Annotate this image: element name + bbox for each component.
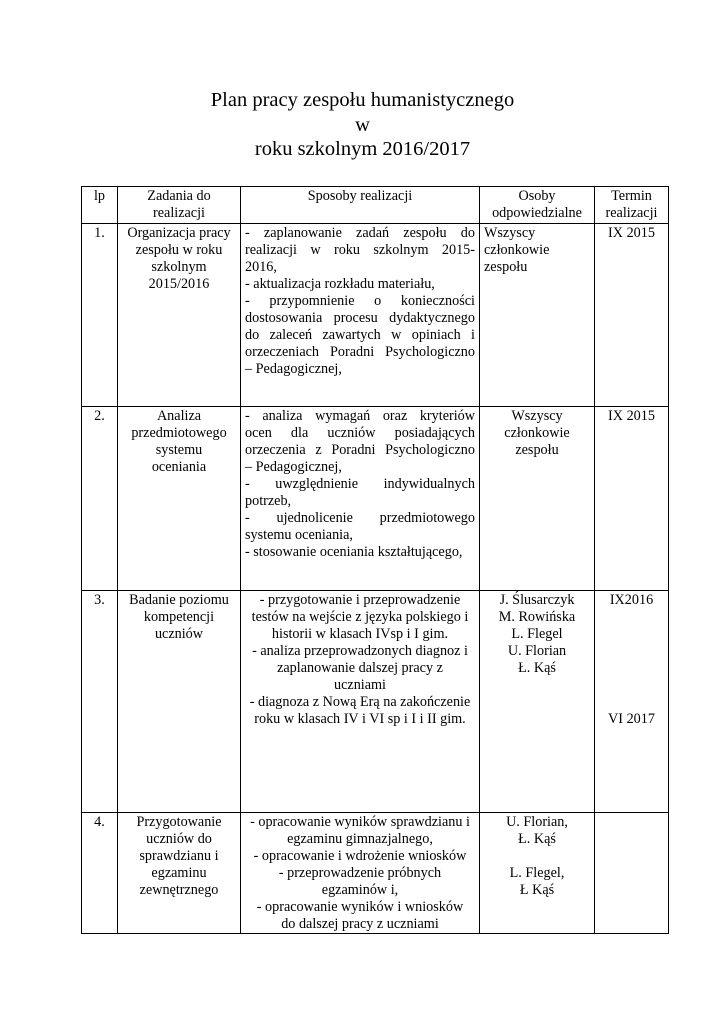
header-lp: lp	[82, 187, 118, 224]
cell-termin: IX 2015	[595, 224, 669, 407]
cell-zadania: Analiza przedmiotowego systemu oceniania	[118, 407, 241, 591]
table-row	[82, 224, 669, 407]
title-line-1: Plan pracy zespołu humanistycznego	[210, 89, 515, 111]
header-zadania: Zadania do realizacji	[118, 187, 241, 224]
cell-osoby: Wszyscy członkowie zespołu	[480, 224, 595, 407]
title-line-2: w	[355, 113, 370, 136]
cell-sposoby: - analiza wymagań oraz kryteriów ocen dla uczniów posiadających orzeczenia z Poradni Psychologiczno – Pedagogicznej, - uwzględnienie indywidualnych potrzeb, - ujednolicenie przedmiotowego systemu oceniania, - stosowanie oceniania kształtującego,	[241, 407, 480, 591]
cell-lp: 3.	[82, 591, 118, 813]
header-row	[82, 187, 669, 224]
table-row	[82, 813, 669, 934]
cell-lp: 4.	[82, 813, 118, 934]
cell-sposoby: - przygotowanie i przeprowadzenie testów na wejście z języka polskiego i historii w klasach IVsp i I gim. - analiza przeprowadzonych diagnoz i zaplanowanie dalszej pracy z uczniami - diagnoza z Nową Erą na zakończenie roku w klasach IV i VI sp i I i II gim.	[241, 591, 480, 813]
table-row	[82, 591, 669, 813]
header-termin: Termin realizacji	[595, 187, 669, 224]
plan-table	[81, 186, 669, 934]
table-row	[82, 407, 669, 591]
header-osoby: Osoby odpowiedzialne	[480, 187, 595, 224]
cell-zadania: Organizacja pracy zespołu w roku szkolnym 2015/2016	[118, 224, 241, 407]
cell-sposoby: - zaplanowanie zadań zespołu do realizacji w roku szkolnym 2015- 2016, - aktualizacja rozkładu materiału, - przypomnienie o konieczności dostosowania procesu dydaktycznego do zaleceń zawartych w opiniach i orzeczeniach Poradni Psychologiczno – Pedagogicznej,	[241, 224, 480, 407]
header-sposoby: Sposoby realizacji	[241, 187, 480, 224]
title-line-3: roku szkolnym 2016/2017	[254, 138, 471, 160]
cell-osoby: Wszyscy członkowie zespołu	[480, 407, 595, 591]
cell-sposoby: - opracowanie wyników sprawdzianu i egzaminu gimnazjalnego, - opracowanie i wdrożenie wniosków - przeprowadzenie próbnych egzaminów i, - opracowanie wyników i wniosków do dalszej pracy z uczniami	[241, 813, 480, 934]
cell-osoby: U. Florian, Ł. Kąś L. Flegel, Ł Kąś	[480, 813, 595, 934]
cell-termin: IX2016 VI 2017	[595, 591, 669, 813]
cell-lp: 1.	[82, 224, 118, 407]
cell-lp: 2.	[82, 407, 118, 591]
document-title	[0, 88, 725, 162]
cell-termin: IX 2015	[595, 407, 669, 591]
cell-osoby: J. Ślusarczyk M. Rowińska L. Flegel U. Florian Ł. Kąś	[480, 591, 595, 813]
cell-zadania: Badanie poziomu kompetencji uczniów	[118, 591, 241, 813]
cell-zadania: Przygotowanie uczniów do sprawdzianu i egzaminu zewnętrznego	[118, 813, 241, 934]
cell-termin	[595, 813, 669, 934]
